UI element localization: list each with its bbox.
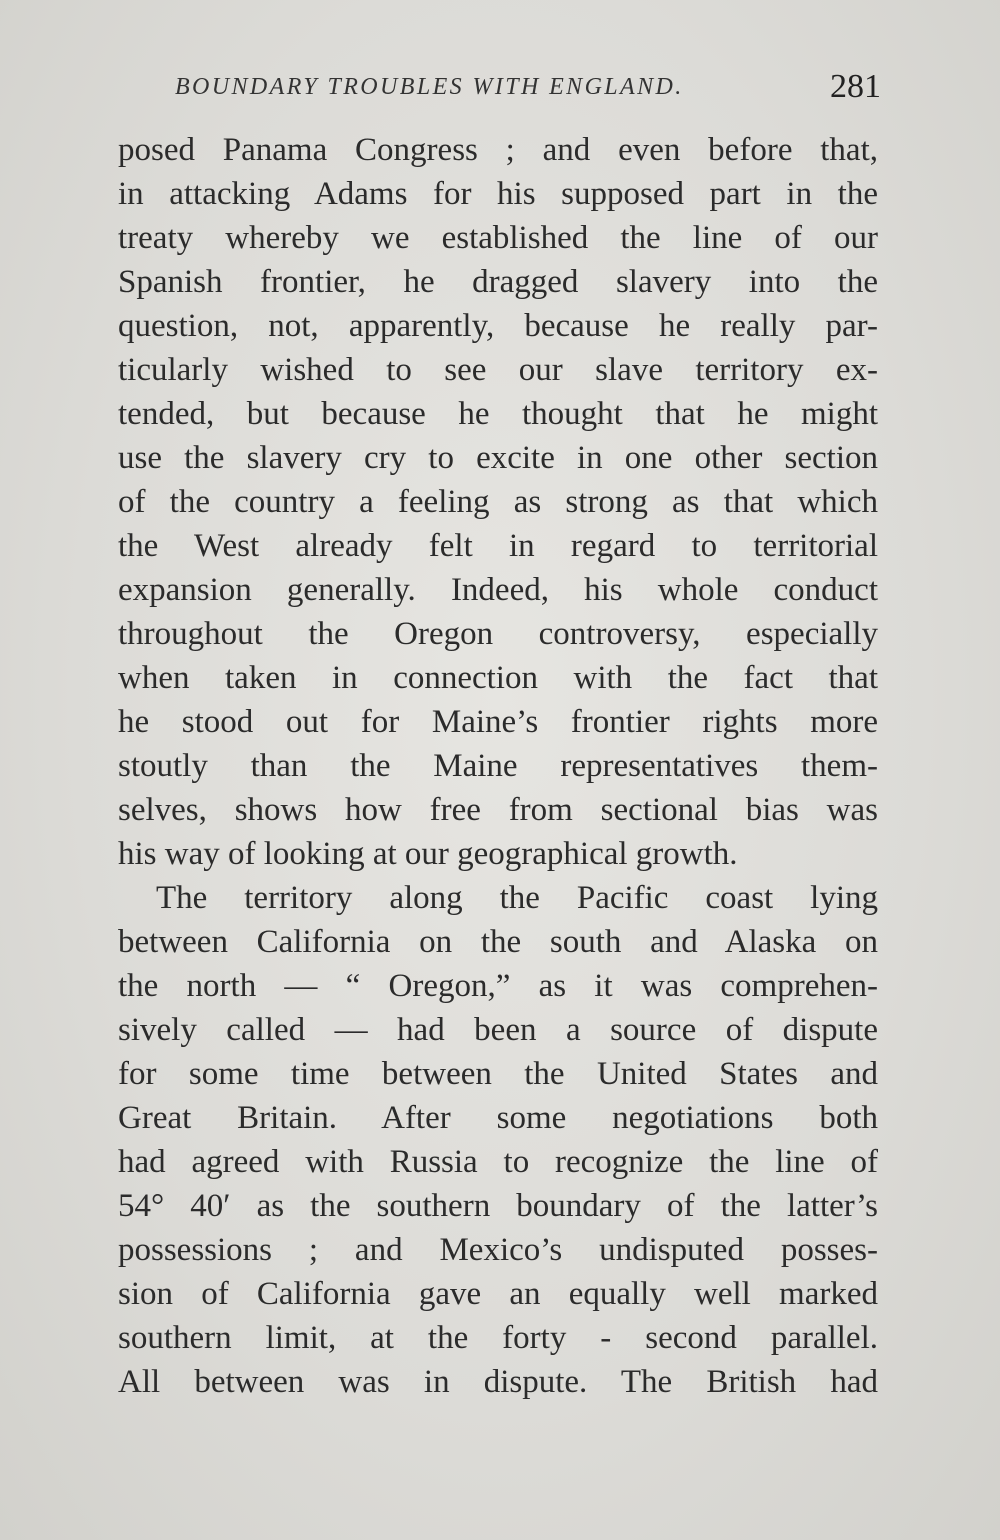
text-line: The territory along the Pacific coast lying bbox=[156, 880, 878, 916]
text-line: he stood out for Maine’s frontier rights more bbox=[118, 704, 878, 740]
text-line: in attacking Adams for his supposed part in the bbox=[118, 176, 878, 212]
text-line: 54° 40′ as the southern boundary of the latter’s bbox=[118, 1188, 878, 1224]
text-line: his way of looking at our geographical growth. bbox=[118, 836, 738, 872]
text-line: throughout the Oregon controversy, especially bbox=[118, 616, 878, 652]
text-line: possessions ; and Mexico’s undisputed posses- bbox=[118, 1232, 878, 1268]
text-line: stoutly than the Maine representatives them- bbox=[118, 748, 878, 784]
text-line: selves, shows how free from sectional bias was bbox=[118, 792, 878, 828]
text-line: of the country a feeling as strong as that which bbox=[118, 484, 878, 520]
text-line: Great Britain. After some negotiations both bbox=[118, 1100, 878, 1136]
text-line: use the slavery cry to excite in one other section bbox=[118, 440, 878, 476]
running-title: BOUNDARY TROUBLES WITH ENGLAND. bbox=[175, 74, 684, 100]
text-line: sively called — had been a source of dispute bbox=[118, 1012, 878, 1048]
text-line: posed Panama Congress ; and even before that, bbox=[118, 132, 878, 168]
running-head bbox=[175, 68, 885, 112]
text-line: tended, but because he thought that he might bbox=[118, 396, 878, 432]
text-line: sion of California gave an equally well marked bbox=[118, 1276, 878, 1312]
text-line: ticularly wished to see our slave territory ex- bbox=[118, 352, 878, 388]
body-text bbox=[118, 128, 878, 1404]
text-line: All between was in dispute. The British had bbox=[118, 1364, 878, 1400]
text-line: southern limit, at the forty - second parallel. bbox=[118, 1320, 878, 1356]
text-line: question, not, apparently, because he really par- bbox=[118, 308, 878, 344]
text-line: treaty whereby we established the line of our bbox=[118, 220, 878, 256]
text-line: between California on the south and Alaska on bbox=[118, 924, 878, 960]
text-line: expansion generally. Indeed, his whole conduct bbox=[118, 572, 878, 608]
text-line: for some time between the United States and bbox=[118, 1056, 878, 1092]
text-line: Spanish frontier, he dragged slavery into the bbox=[118, 264, 878, 300]
text-line: when taken in connection with the fact that bbox=[118, 660, 878, 696]
text-line: had agreed with Russia to recognize the line of bbox=[118, 1144, 878, 1180]
page-number: 281 bbox=[830, 68, 881, 105]
text-line: the north — “ Oregon,” as it was comprehen- bbox=[118, 968, 878, 1004]
text-line: the West already felt in regard to territorial bbox=[118, 528, 878, 564]
